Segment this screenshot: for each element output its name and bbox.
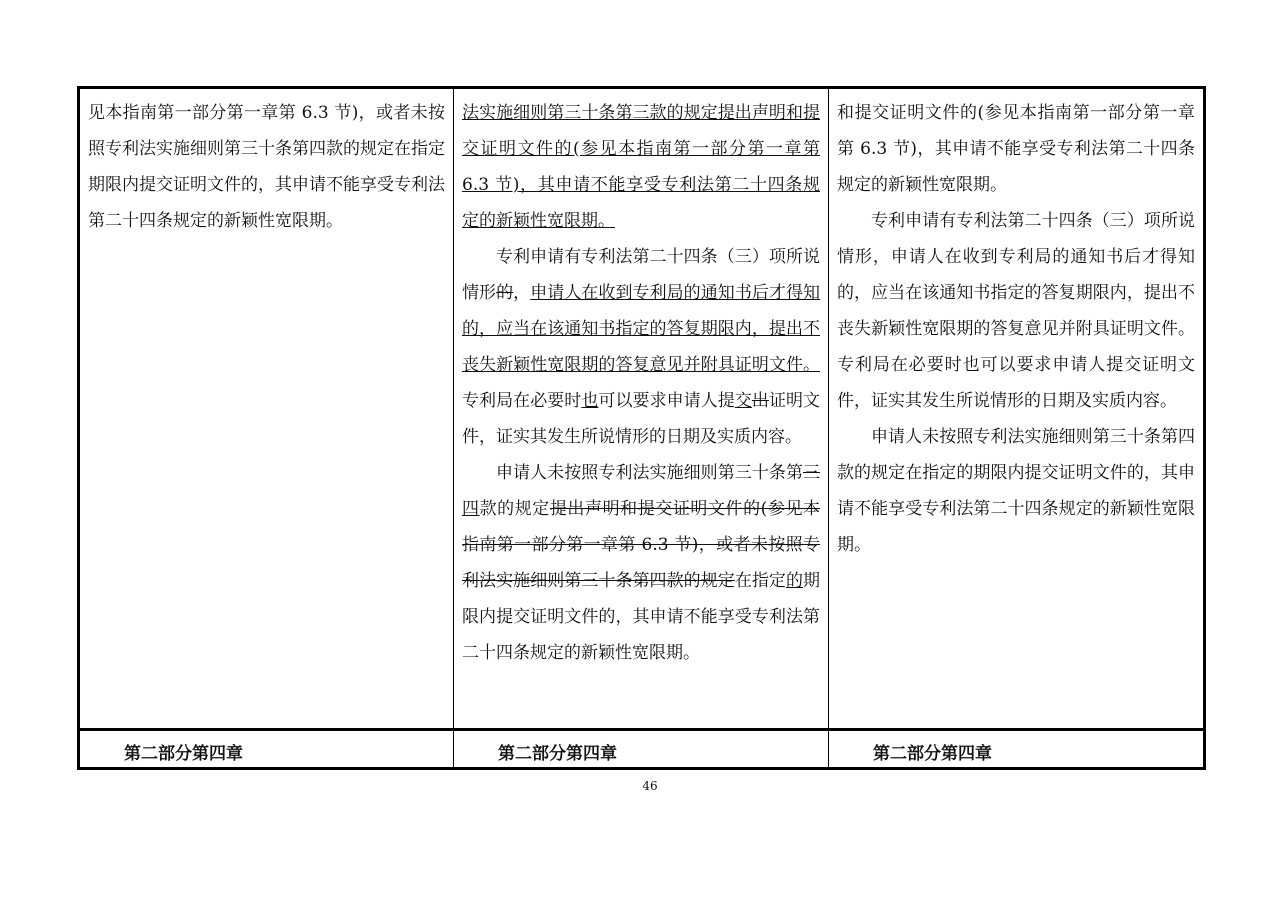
text-segment: 期限内提交证明文件的，其申请不能享受专利法第二十四条规定的新颖性宽限期。: [462, 571, 821, 663]
table-footer-row: [79, 730, 1205, 769]
paragraph: [88, 95, 445, 239]
comparison-table: [77, 86, 1206, 770]
paragraph: [837, 95, 1195, 203]
deleted-text: 出: [751, 391, 769, 411]
inserted-text: 的: [785, 571, 804, 591]
column-original: [79, 88, 454, 730]
paragraph: [462, 95, 820, 239]
deleted-text: 三: [803, 463, 820, 483]
page-number: 46: [642, 779, 658, 793]
text-segment: 申请人未按照专利法实施细则第三十条第四款的规定在指定的期限内提交证明文件的，其申请不能享受专利法第二十四条规定的新颖性宽限期。: [837, 427, 1195, 555]
paragraph: [462, 455, 820, 671]
column-revision-marked: [454, 88, 829, 730]
deleted-text: 的: [496, 283, 514, 303]
text-segment: ，: [513, 283, 531, 303]
text-segment: 专利申请有专利法第二十四条（三）项所说情形，申请人在收到专利局的通知书后才得知的，应当在该通知书指定的答复期限内，提出不丧失新颖性宽限期的答复意见并附具证明文件。专利局在必要时也可以要求申请人提交证明文件，证实其发生所说情形的日期及实质内容。: [837, 211, 1195, 411]
text-segment: 和提交证明文件的(参见本指南第一部分第一章第 6.3 节)，其申请不能享受专利法第二十四条规定的新颖性宽限期。: [837, 103, 1195, 195]
text-segment: 在指定: [734, 571, 786, 591]
table-body-row: [79, 88, 1205, 730]
column-revised: [829, 88, 1205, 730]
paragraph: [462, 239, 820, 455]
paragraph: [837, 203, 1195, 419]
inserted-text: 也: [581, 391, 599, 411]
text-segment: 专利局在必要时: [462, 391, 582, 411]
footer-label-original: 第二部分第四章: [79, 730, 454, 769]
text-segment: 证明文件，证实其发生所说情形的日期及实质内容。: [462, 391, 821, 447]
text-segment: 专利申请有专利法第二十四条（三）项所说情形: [462, 247, 820, 303]
footer-label-revised: 第二部分第四章: [829, 730, 1205, 769]
text-segment: 可以要求申请人提: [598, 391, 735, 411]
text-segment: 申请人未按照专利法实施细则第三十条第: [496, 463, 803, 483]
inserted-text: 交: [734, 391, 752, 411]
paragraph: [837, 419, 1195, 563]
footer-label-revision-marked: 第二部分第四章: [454, 730, 829, 769]
text-segment: 款的规定: [479, 499, 550, 519]
inserted-text: 四: [462, 499, 480, 519]
inserted-text: 申请人在收到专利局的通知书后才得知的，应当在该通知书指定的答复期限内，提出不丧失新颖性宽限期的答复意见并附具证明文件。: [462, 283, 821, 375]
text-segment: 见本指南第一部分第一章第 6.3 节)，或者未按照专利法实施细则第三十条第四款的规定在指定期限内提交证明文件的，其申请不能享受专利法第二十四条规定的新颖性宽限期。: [88, 103, 445, 231]
deleted-text: 提出声明和提交证明文件的(参见本指南第一部分第一章第 6.3 节)，或者未按照专利法实施细则第三十条第四款的规定: [462, 499, 821, 591]
inserted-text: 法实施细则第三十条第三款的规定提出声明和提交证明文件的(参见本指南第一部分第一章第 6.3 节)，其申请不能享受专利法第二十四条规定的新颖性宽限期。: [462, 103, 820, 231]
